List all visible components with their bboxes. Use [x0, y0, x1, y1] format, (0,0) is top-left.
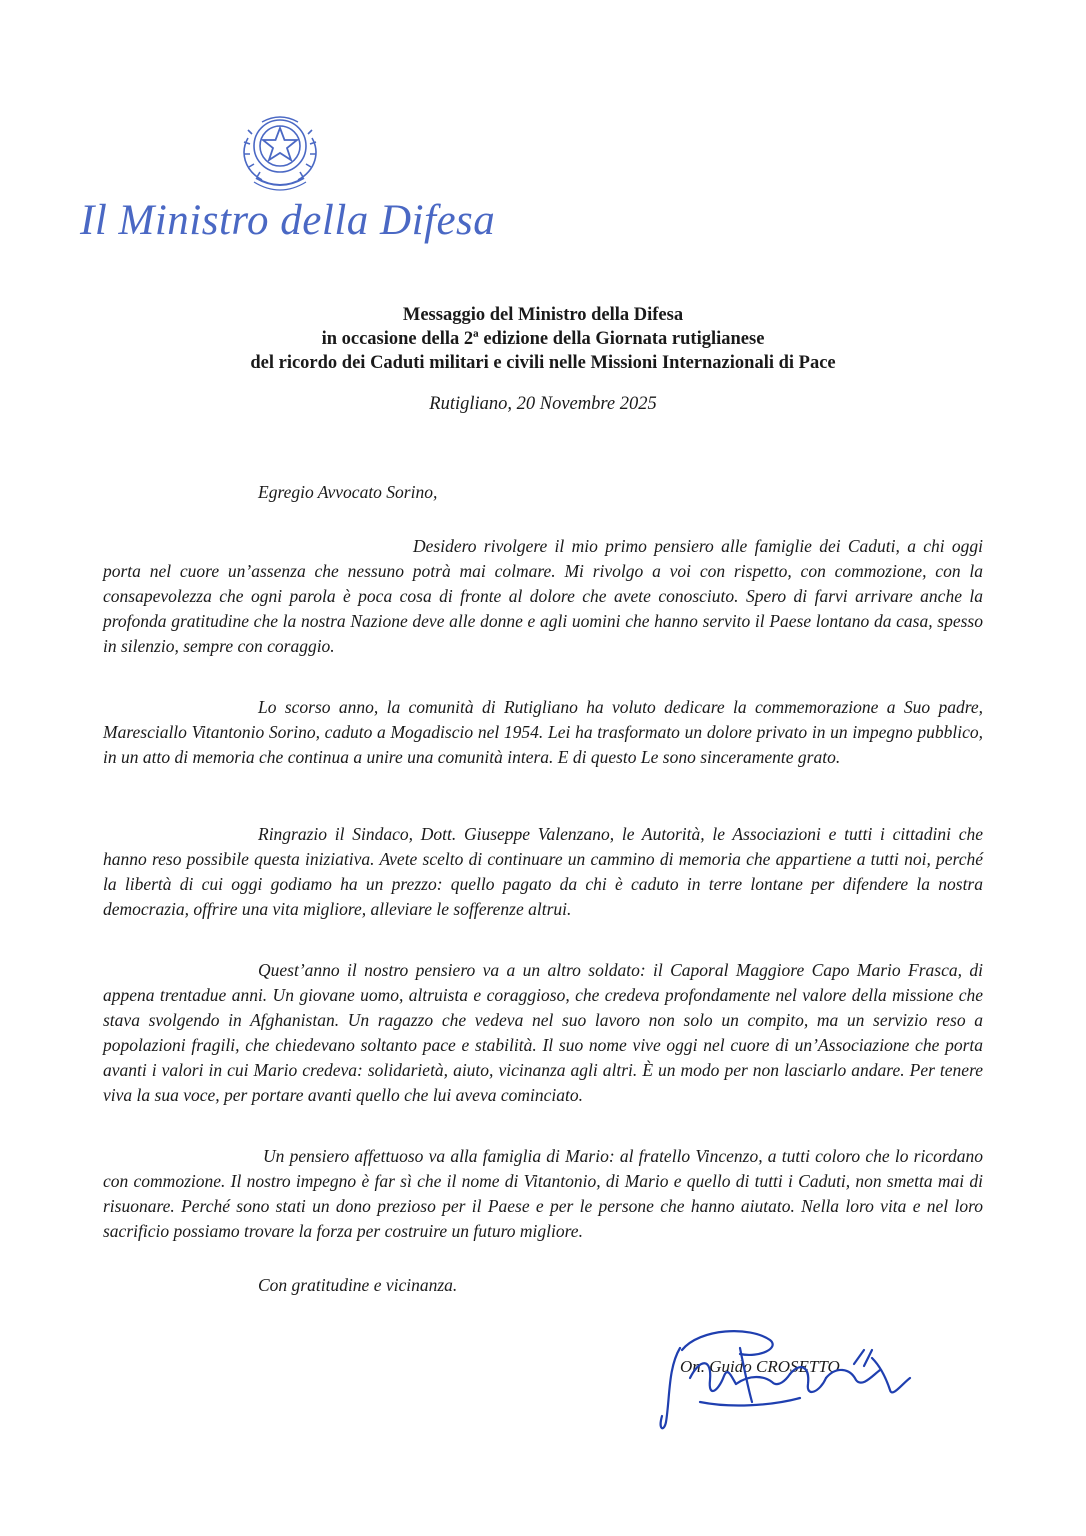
paragraph-1: Desidero rivolgere il mio primo pensiero alle famiglie dei Caduti, a chi oggi porta nel cuore un’assenza che nessuno potrà mai colmare. Mi rivolgo a voi con rispetto, con commozione, con la consapevolezza che ogni parola è poca cosa di fronte al dolore che avete conosciuto. Spero di farvi arrivare anche la profonda gratitudine che la nostra Nazione deve alle donne e agli uomini che hanno servito il Paese lontano da casa, spesso in silenzio, sempre con coraggio.: [103, 536, 983, 656]
place-date: Rutigliano, 20 Novembre 2025: [429, 394, 657, 414]
handwritten-signature: [640, 1318, 930, 1438]
heading-line-2: in occasione della 2ª edizione della Giornata rutiglianese: [321, 329, 765, 349]
emblem-icon: [232, 108, 328, 194]
ministry-letterhead-title: Il Ministro della Difesa: [80, 197, 496, 244]
signatory-name: On. Guido CROSETTO: [680, 1357, 840, 1376]
message-heading: [100, 303, 986, 375]
heading-line-1: Messaggio del Ministro della Difesa: [402, 305, 684, 325]
paragraph-2: Lo scorso anno, la comunità di Rutigliano ha voluto dedicare la commemorazione a Suo padre, Maresciallo Vitantonio Sorino, caduto a Mogadiscio nel 1954. Lei ha trasformato un dolore privato in un impegno pubblico, in un atto di memoria che continua a unire una comunità intera. E di questo Le sono sinceramente grato.: [103, 697, 983, 767]
salutation: Egregio Avvocato Sorino,: [258, 482, 438, 502]
paragraph-4: Quest’anno il nostro pensiero va a un altro soldato: il Caporal Maggiore Capo Mario Frasca, di appena trentadue anni. Un giovane uomo, altruista e coraggioso, che credeva profondamente nel valore della missione che stava svolgendo in Afghanistan. Un ragazzo che vedeva nel suo lavoro non solo un compito, ma un servizio reso a popolazioni fragili, che chiedevano soltanto pace e stabilità. Il suo nome vive oggi nel cuore di un’Associazione che porta avanti i valori in cui Mario credeva: solidarietà, aiuto, vicinanza agli altri. È un modo per non lasciarlo andare. Per tenere viva la sua voce, per portare avanti quello che lui aveva cominciato.: [103, 960, 983, 1105]
heading-line-3: del ricordo dei Caduti militari e civili nelle Missioni Internazionali di Pace: [250, 353, 836, 373]
paragraph-5: Un pensiero affettuoso va alla famiglia di Mario: al fratello Vincenzo, a tutti coloro che lo ricordano con commozione. Il nostro impegno è far sì che il nome di Vitantonio, di Mario e quello di tutti i Caduti, non smetta mai di risuonare. Perché sono stati un dono prezioso per il Paese e per le persone che hanno aiutato. Nella loro vita e nel loro sacrificio possiamo trovare la forza per costruire un futuro migliore.: [103, 1146, 983, 1241]
paragraph-3: Ringrazio il Sindaco, Dott. Giuseppe Valenzano, le Autorità, le Associazioni e tutti i cittadini che hanno reso possibile questa iniziativa. Avete scelto di continuare un cammino di memoria che appartiene a tutti noi, perché la libertà di cui oggi godiamo ha un prezzo: quello pagato da chi è caduto in terre lontane per difendere la nostra democrazia, offrire una vita migliore, alleviare le sofferenze altrui.: [103, 824, 983, 919]
closing-line: Con gratitudine e vicinanza.: [258, 1275, 458, 1295]
